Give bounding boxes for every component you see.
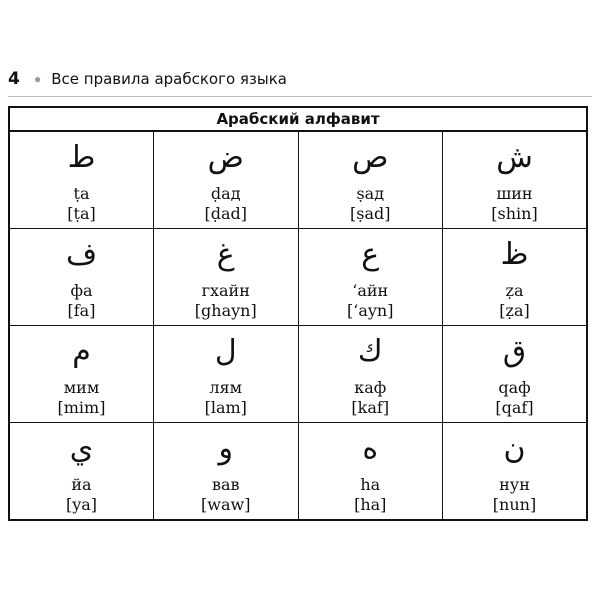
letter-name: гхайн <box>201 281 250 300</box>
table-title-row <box>9 107 587 131</box>
arabic-letter: ض <box>207 140 244 175</box>
letter-transliteration: [ṣad] <box>350 204 391 223</box>
arabic-letter: و <box>218 431 233 466</box>
letter-cell <box>9 131 154 229</box>
letter-transliteration: [ṭa] <box>67 204 96 223</box>
letter-name: мим <box>63 378 100 397</box>
arabic-letter: ن <box>503 431 526 466</box>
letter-name: лям <box>209 378 243 397</box>
arabic-letter: ص <box>352 140 389 175</box>
letter-name: вав <box>211 475 240 494</box>
letter-name: шин <box>496 184 533 203</box>
arabic-letter: ك <box>357 334 383 369</box>
page-header <box>8 66 592 92</box>
letter-cell <box>443 131 588 229</box>
arabic-letter: ي <box>69 431 94 466</box>
letter-transliteration: [mim] <box>57 398 106 417</box>
running-title: Все правила арабского языка <box>51 70 288 88</box>
letter-name: каф <box>354 378 387 397</box>
table-title: Арабский алфавит <box>9 107 587 131</box>
arabic-letter: ه <box>362 431 379 466</box>
letter-cell <box>9 423 154 521</box>
letter-transliteration: [ya] <box>65 495 98 514</box>
letter-name: ʻайн <box>352 281 389 300</box>
arabic-letter: ش <box>496 140 533 175</box>
letter-transliteration: [ḍad] <box>204 204 247 223</box>
arabic-alphabet-table <box>8 106 588 521</box>
letter-cell <box>154 229 299 326</box>
letter-transliteration: [fa] <box>67 301 96 320</box>
letter-name: qаф <box>498 378 531 397</box>
page-number: 4 <box>8 69 20 89</box>
letter-transliteration: [nun] <box>492 495 537 514</box>
letter-cell <box>9 229 154 326</box>
arabic-letter: ع <box>361 237 380 272</box>
table-row <box>9 326 587 423</box>
header-divider <box>8 96 592 97</box>
letter-transliteration: [shin] <box>491 204 538 223</box>
letter-transliteration: [lam] <box>204 398 247 417</box>
arabic-letter: م <box>72 334 91 369</box>
letter-name: ḍад <box>210 184 241 203</box>
letter-transliteration: [ghayn] <box>194 301 257 320</box>
letter-transliteration: [ha] <box>354 495 387 514</box>
arabic-letter: ف <box>65 237 98 272</box>
table-row <box>9 229 587 326</box>
letter-cell <box>298 229 443 326</box>
letter-transliteration: [kaf] <box>351 398 390 417</box>
table-body <box>9 131 587 520</box>
letter-name: hа <box>360 475 381 494</box>
arabic-letter: ل <box>214 334 237 369</box>
letter-cell <box>443 423 588 521</box>
arabic-letter: ق <box>502 334 527 369</box>
arabic-letter: ظ <box>500 237 529 272</box>
letter-cell <box>154 326 299 423</box>
letter-transliteration: [waw] <box>201 495 251 514</box>
letter-transliteration: [qaf] <box>495 398 534 417</box>
letter-cell <box>154 131 299 229</box>
letter-name: йа <box>71 475 92 494</box>
table-row <box>9 423 587 521</box>
letter-name: ṭа <box>73 184 90 203</box>
arabic-letter: ط <box>67 140 96 175</box>
letter-name: ṣад <box>356 184 385 203</box>
table-row <box>9 131 587 229</box>
letter-transliteration: [ẓa] <box>499 301 530 320</box>
letter-cell <box>443 229 588 326</box>
letter-cell <box>9 326 154 423</box>
letter-transliteration: [ʻayn] <box>347 301 394 320</box>
letter-name: фа <box>70 281 93 300</box>
arabic-letter: غ <box>216 237 235 272</box>
letter-cell <box>298 423 443 521</box>
letter-cell <box>298 326 443 423</box>
letter-name: ẓа <box>505 281 524 300</box>
letter-cell <box>443 326 588 423</box>
letter-name: нун <box>499 475 530 494</box>
bullet-icon: ● <box>34 72 42 86</box>
letter-cell <box>154 423 299 521</box>
letter-cell <box>298 131 443 229</box>
